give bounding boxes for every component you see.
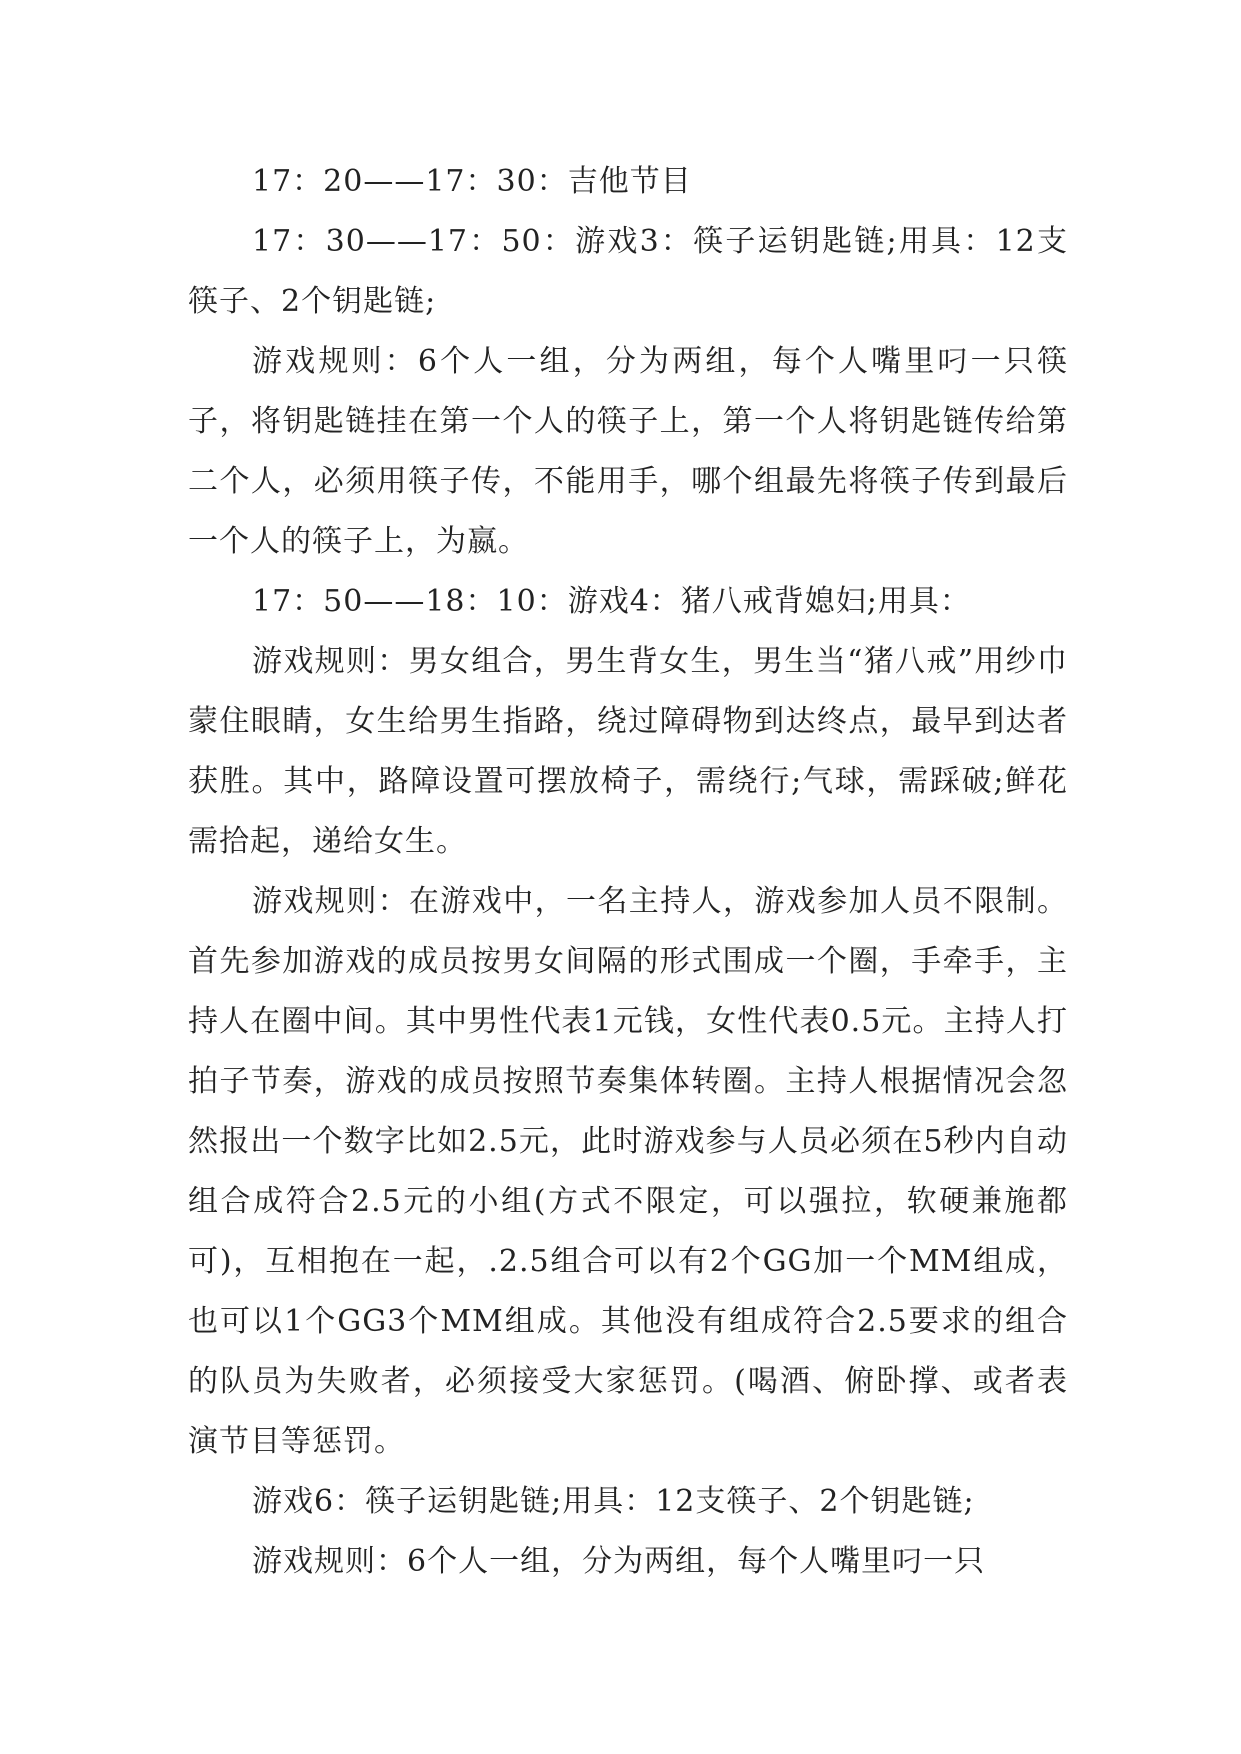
paragraph-game4-rules: 游戏规则：男女组合，男生背女生，男生当“猪八戒”用纱巾蒙住眼睛，女生给男生指路，绕过障碍物到达终点，最早到达者获胜。其中，路障设置可摆放椅子，需绕行;气球，需踩破;鲜花需拾起，递给女生。 (188, 644, 1068, 859)
paragraph-game6-title: 游戏6：筷子运钥匙链;用具：12支筷子、2个钥匙链; (252, 1484, 975, 1519)
paragraph-game3-time: 17：30——17：50：游戏3：筷子运钥匙链;用具：12支筷子、2个钥匙链; (188, 224, 1068, 319)
paragraph-game6-rules: 游戏规则：6个人一组，分为两组，每个人嘴里叼一只 (252, 1544, 986, 1579)
paragraph-money-game-rules: 游戏规则：在游戏中，一名主持人，游戏参加人员不限制。首先参加游戏的成员按男女间隔的形式围成一个圈，手牵手，主持人在圈中间。其中男性代表1元钱，女性代表0.5元。主持人打拍子节奏，游戏的成员按照节奏集体转圈。主持人根据情况会忽然报出一个数字比如2.5元，此时游戏参与人员必须在5秒内自动组合成符合2.5元的小组(方式不限定，可以强拉，软硬兼施都可)，互相抱在一起，.2.5组合可以有2个GG加一个MM组成，也可以1个GG3个MM组成。其他没有组成符合2.5要求的组合的队员为失败者，必须接受大家惩罚。(喝酒、俯卧撑、或者表演节目等惩罚。 (188, 884, 1068, 1459)
document-body (188, 152, 1068, 1592)
paragraph-game3-rules: 游戏规则：6个人一组，分为两组，每个人嘴里叼一只筷子，将钥匙链挂在第一个人的筷子上，第一个人将钥匙链传给第二个人，必须用筷子传，不能用手，哪个组最先将筷子传到最后一个人的筷子上，为嬴。 (188, 344, 1068, 559)
paragraph-guitar-time: 17：20——17：30：吉他节目 (252, 164, 692, 199)
paragraph-game4-time: 17：50——18：10：游戏4：猪八戒背媳妇;用具： (252, 584, 971, 619)
